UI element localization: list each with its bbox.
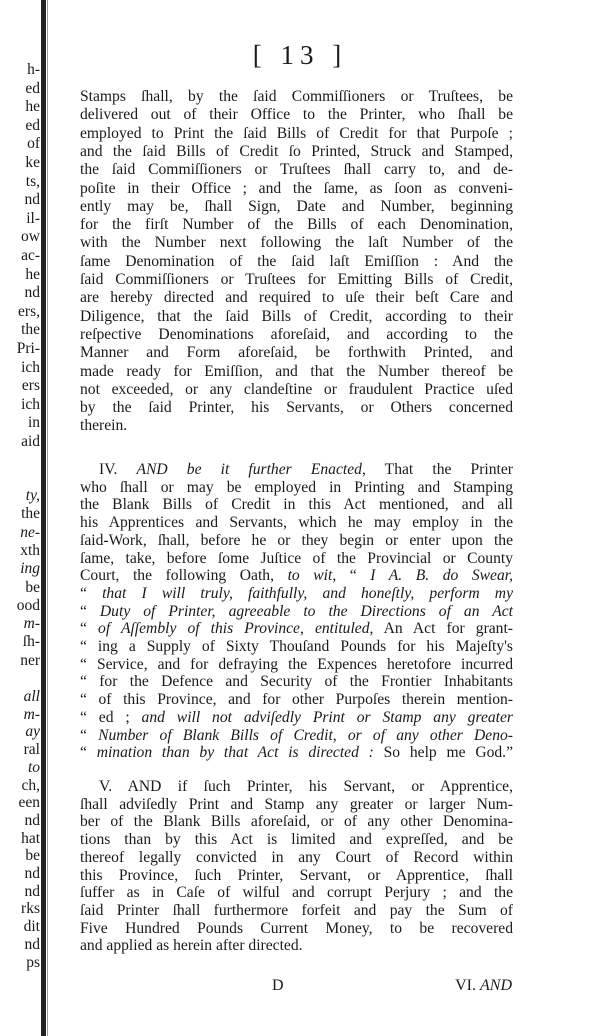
- text-segment: , An Act for grant-: [369, 620, 514, 638]
- text-segment: , That the Printer: [361, 461, 513, 478]
- text-line: [80, 290, 513, 306]
- text-segment: by the ſaid Printer, his Servants, or Others concerned: [80, 399, 513, 417]
- margin-fragment: ers,: [18, 302, 40, 320]
- text-segment: “ ing a Supply of Sixty Thouſand Pounds for his Majeſty's: [80, 638, 513, 655]
- margin-fragment: ty,: [25, 487, 40, 504]
- margin-fragment: m-: [23, 705, 40, 723]
- page-gutter: [41, 0, 46, 1036]
- text-line: [80, 309, 513, 325]
- text-segment: and the ſaid Bills of Credit ſo Printed, Struck and Stamped,: [80, 142, 513, 160]
- text-line: [80, 382, 513, 398]
- margin-fragment: ich: [21, 358, 40, 376]
- margin-fragment: ing: [20, 560, 40, 578]
- margin-fragment: xth: [20, 541, 40, 559]
- text-segment: ſaid Commiſſioners or Truſtees for Emitting Bills of Credit,: [80, 271, 513, 288]
- margin-fragment: in: [27, 414, 40, 432]
- margin-fragment: nd: [24, 191, 40, 209]
- text-segment: IV.: [99, 461, 137, 478]
- italic-segment: to wit: [287, 567, 333, 585]
- text-line: [80, 885, 513, 901]
- text-line: [80, 551, 513, 567]
- margin-fragment: all: [23, 688, 40, 705]
- text-segment: the Blank Bills of Credit in this Act mentioned, and all: [80, 496, 513, 514]
- margin-fragment: be: [25, 578, 40, 596]
- margin-fragment: nd: [24, 284, 40, 302]
- text-line: [80, 657, 513, 673]
- margin-fragment: Pri-: [16, 340, 40, 357]
- text-segment: and applied as herein after directed.: [80, 937, 303, 955]
- margin-fragment: h-: [27, 61, 40, 78]
- margin-fragment: of: [27, 135, 40, 153]
- margin-fragment: ner: [20, 651, 40, 669]
- margin-fragment: ers: [21, 377, 40, 395]
- margin-fragment: nd: [24, 935, 40, 953]
- text-line: [80, 728, 513, 744]
- text-segment: ſame Denomination of the ſaid laſt Emiſſion : And the: [80, 252, 513, 270]
- text-segment: , “: [332, 567, 371, 585]
- text-segment: delivered out of their Office to the Printer, who ſhall be: [80, 106, 513, 124]
- text-segment: this Province, ſuch Printer, Servant, or Apprentice, ſhall: [80, 866, 513, 884]
- text-segment: his Apprentices and Servants, which he may employ in the: [80, 514, 513, 532]
- margin-fragment: aid: [21, 433, 40, 450]
- text-line: [80, 797, 513, 813]
- text-line: [80, 533, 513, 549]
- margin-fragment: ed: [25, 116, 40, 134]
- catchword: [455, 977, 512, 995]
- italic-segment: Duty of Printer, agreeable to the Directions of an Act: [99, 602, 513, 620]
- margin-fragment: ich: [21, 395, 40, 413]
- text-segment: So help me God.”: [373, 744, 513, 762]
- text-line: [80, 903, 513, 919]
- text-segment: V. AND if ſuch Printer, his Servant, or Apprentice,: [99, 778, 513, 795]
- text-line: [80, 586, 513, 602]
- margin-fragment: ed: [25, 79, 40, 97]
- text-line: [80, 639, 513, 655]
- text-segment: are hereby directed and required to uſe their beſt Care and: [80, 289, 513, 307]
- margin-fragment: dit: [23, 918, 40, 936]
- page-number: [ 13 ]: [252, 40, 348, 70]
- margin-fragment: he: [25, 265, 40, 283]
- text-line: [80, 89, 513, 105]
- text-segment: made ready for Emiſſion, and that the Number thereof be: [80, 362, 513, 380]
- text-segment: Stamps ſhall, by the ſaid Commiſſioners or Truſtees, be: [80, 88, 513, 105]
- text-line: [99, 779, 513, 795]
- text-line: [80, 621, 513, 637]
- text-line: [80, 107, 513, 123]
- text-line: [80, 345, 513, 361]
- margin-fragment: hat: [21, 829, 40, 847]
- text-segment: “: [80, 726, 99, 744]
- text-line: [80, 568, 513, 584]
- signature-mark: D: [272, 977, 284, 994]
- text-segment: Diligence, that the ſaid Bills of Credit, according to their: [80, 307, 513, 325]
- margin-fragment: be: [25, 847, 40, 865]
- text-line: [80, 921, 513, 937]
- margin-fragment: ral: [23, 741, 40, 759]
- text-segment: who ſhall or may be employed in Printing and Stamping: [80, 478, 513, 496]
- text-line: [80, 745, 513, 761]
- text-segment: not exceeded, or any clandeſtine or fraudulent Practice uſed: [80, 380, 513, 398]
- italic-segment: and will not adviſedly Print or Stamp any greater: [141, 708, 513, 726]
- margin-fragment: ts,: [25, 172, 40, 190]
- text-line: [80, 162, 513, 178]
- text-segment: “ for the Defence and Security of the Frontier Inhabitants: [80, 673, 513, 691]
- italic-segment: Number of Blank Bills of Credit, or of any other Deno-: [98, 726, 513, 744]
- text-line: [99, 462, 513, 478]
- text-segment: “ of this Province, and for other Purpoſes therein mention-: [80, 691, 513, 709]
- text-segment: poſite in their Office ; and the ſame, as ſoon as conveni-: [80, 179, 513, 197]
- text-segment: with the Number next following the laſt Number of the: [80, 234, 513, 252]
- margin-fragment: ood: [16, 596, 40, 614]
- margin-fragment: nd: [24, 811, 40, 829]
- text-line: [80, 814, 513, 830]
- text-segment: “ ed ;: [80, 708, 142, 726]
- text-line: [80, 710, 513, 726]
- text-line: [80, 418, 513, 434]
- margin-fragment: een: [18, 794, 40, 812]
- italic-segment: of Aſſembly of this Province, entituled: [98, 620, 370, 638]
- page-gutter-shadow: [47, 0, 48, 1036]
- text-segment: Manner and Form aforeſaid, be forthwith Printed, and: [80, 344, 513, 362]
- margin-fragment: ac-: [21, 247, 40, 264]
- text-segment: Court, the following Oath,: [80, 567, 288, 585]
- margin-fragment: nd: [24, 865, 40, 882]
- margin-fragment: ne-: [20, 523, 40, 541]
- text-segment: reſpective Denominations aforeſaid, and according to the: [80, 325, 513, 343]
- italic-segment: that I will truly, faithfully, and honeſtly, perform my: [102, 584, 513, 602]
- text-segment: “: [80, 620, 99, 638]
- margin-fragment: m-: [23, 615, 40, 633]
- margin-fragment: to: [27, 758, 40, 776]
- text-line: [80, 604, 513, 620]
- text-segment: the ſaid Commiſſioners or Truſtees ſhall carry to, and de-: [80, 161, 513, 179]
- italic-segment: mination than by that Act is directed :: [96, 744, 374, 762]
- text-segment: “: [80, 584, 103, 602]
- margin-fragment: rks: [21, 900, 40, 918]
- margin-fragment: he: [25, 98, 40, 116]
- text-line: [80, 480, 513, 496]
- margin-fragment: ow: [21, 228, 40, 246]
- text-line: [80, 832, 513, 848]
- margin-fragment: the: [21, 321, 40, 339]
- italic-segment: I A. B. do Swear,: [370, 567, 514, 585]
- margin-fragment: ſh-: [22, 633, 40, 651]
- text-line: [80, 327, 513, 343]
- text-segment: ſhall adviſedly Print and Stamp any greater or larger Num-: [80, 795, 513, 813]
- text-line: [80, 515, 513, 531]
- text-line: [80, 868, 513, 884]
- text-line: [80, 144, 513, 160]
- text-segment: thereof legally convicted in any Court of Record within: [80, 848, 513, 866]
- text-segment: for the firſt Number of the Bills of each Denomination,: [80, 216, 513, 234]
- text-segment: “ Service, and for defraying the Expences heretofore incurred: [80, 655, 513, 673]
- text-segment: ſuffer as in Caſe of wilful and corrupt Perjury ; and the: [80, 884, 513, 902]
- text-segment: ſaid Printer ſhall furthermore forfeit and pay the Sum of: [80, 901, 513, 919]
- catchword-italic: AND: [480, 977, 512, 994]
- text-segment: ber of the Blank Bills aforeſaid, or of any other Denomina-: [80, 813, 513, 831]
- text-segment: tions than by this Act is limited and expreſſed, and be: [80, 831, 513, 849]
- text-line: [80, 199, 513, 215]
- margin-fragment: the: [21, 505, 40, 523]
- text-line: [80, 400, 513, 416]
- text-line: [80, 272, 513, 288]
- text-line: [80, 254, 513, 270]
- text-line: [80, 497, 513, 513]
- text-segment: “: [80, 744, 97, 762]
- text-line: [80, 181, 513, 197]
- text-line: [80, 850, 513, 866]
- margin-fragment: nd: [24, 882, 40, 900]
- margin-fragment: ch,: [21, 776, 40, 794]
- text-segment: ſaid-Work, ſhall, before he or they begin or enter upon the: [80, 531, 513, 549]
- text-segment: ſame, take, before ſome Juſtice of the Provincial or County: [80, 549, 513, 567]
- catchword-prefix: VI.: [455, 977, 480, 994]
- text-line: [80, 235, 513, 251]
- text-segment: employed to Print the ſaid Bills of Credit for that Purpoſe ;: [80, 124, 513, 142]
- italic-segment: AND be it further Enacted: [136, 461, 362, 478]
- text-segment: ently may be, ſhall Sign, Date and Number, beginning: [80, 197, 513, 215]
- text-line: [80, 217, 513, 233]
- margin-fragment: ay: [25, 723, 40, 741]
- text-segment: “: [80, 602, 100, 620]
- margin-fragment: ke: [25, 154, 40, 171]
- text-segment: therein.: [80, 417, 128, 435]
- text-segment: Five Hundred Pounds Current Money, to be recovered: [80, 919, 513, 937]
- text-line: [80, 692, 513, 708]
- text-line: [80, 674, 513, 690]
- margin-fragment: il-: [26, 209, 40, 227]
- text-line: [80, 126, 513, 142]
- text-line: [80, 364, 513, 380]
- text-line: [80, 938, 513, 954]
- margin-fragment: ps: [26, 953, 40, 971]
